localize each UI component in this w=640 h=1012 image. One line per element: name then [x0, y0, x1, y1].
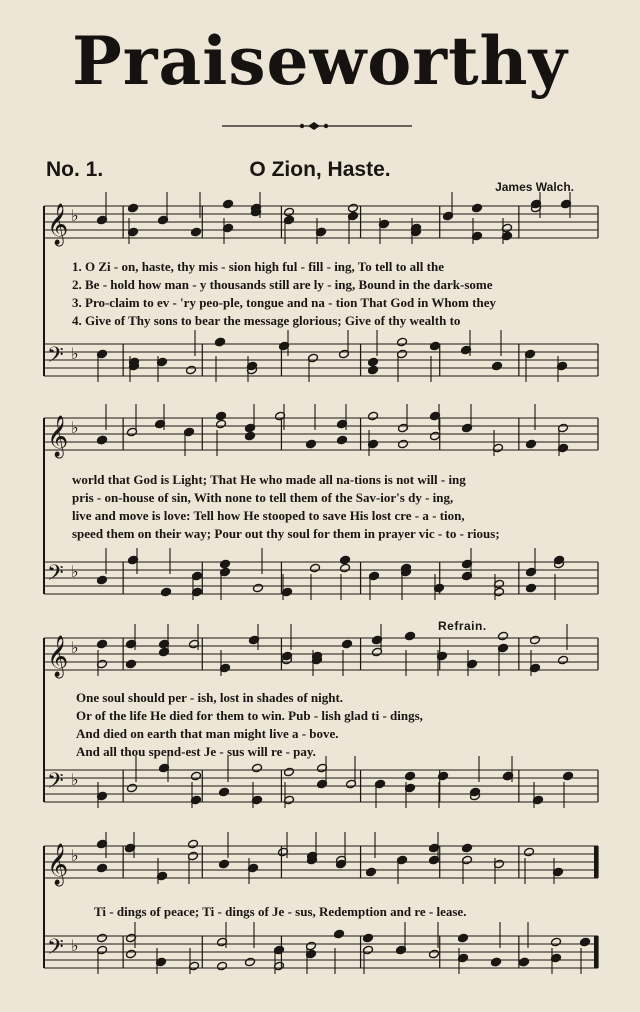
notehead	[348, 203, 359, 213]
lyric-line: pris - on-house of sin, With none to tell them of the Sav-ior's dy - ing,	[72, 490, 454, 505]
notehead	[340, 555, 351, 565]
notehead	[563, 771, 574, 781]
notehead	[219, 787, 230, 797]
notehead	[526, 439, 537, 449]
notehead	[580, 937, 591, 947]
hymn-number: No. 1.	[46, 158, 104, 181]
book-title: Praiseworthy	[72, 22, 568, 100]
notehead	[363, 933, 374, 943]
notehead	[430, 431, 441, 441]
notehead	[429, 949, 440, 959]
notehead	[252, 763, 263, 773]
notehead	[398, 439, 409, 449]
notehead	[97, 933, 108, 943]
notehead	[97, 863, 108, 873]
notehead	[128, 203, 139, 213]
notehead	[558, 655, 569, 665]
lyric-line: 4. Give of Thy sons to bear the message glorious; Give of thy wealth to	[72, 313, 461, 328]
notehead	[526, 583, 537, 593]
lyric-line: world that God is Light; That He who made all na-tions is not will - ing	[72, 472, 466, 487]
staff-lines	[44, 562, 598, 594]
notehead	[219, 859, 230, 869]
notehead	[306, 439, 317, 449]
notehead	[368, 357, 379, 367]
staff-lines	[44, 344, 598, 376]
notes	[97, 832, 564, 884]
bass-clef-icon: 𝄢	[47, 343, 64, 373]
lyric-line: Or of the life He died for them to win. Pub - lish glad ti - dings,	[76, 708, 423, 723]
lyric-line: And all thou spend-est Je - sus will re - pay.	[76, 744, 316, 759]
notehead	[310, 563, 321, 573]
lyric-line: 3. Pro-claim to ev - 'ry peo-ple, tongue and na - tion That God in Whom they	[72, 295, 496, 310]
notehead	[366, 867, 377, 877]
treble-clef-icon: 𝄞	[47, 416, 69, 457]
notehead	[397, 337, 408, 347]
notehead	[253, 583, 264, 593]
notehead	[284, 207, 295, 217]
notehead	[491, 957, 502, 967]
notehead	[405, 771, 416, 781]
notehead	[245, 431, 256, 441]
notehead	[97, 639, 108, 649]
bass-clef-icon: 𝄢	[47, 935, 64, 965]
notehead	[216, 411, 227, 421]
flat-icon: ♭	[71, 846, 79, 865]
hymn-title: O Zion, Haste.	[249, 158, 391, 181]
notehead	[368, 365, 379, 375]
flat-icon: ♭	[71, 638, 79, 657]
treble-clef-icon: 𝄞	[47, 636, 69, 677]
notehead	[245, 957, 256, 967]
notehead	[217, 961, 228, 971]
composer-credit: James Walch.	[495, 180, 574, 194]
flat-icon: ♭	[71, 206, 79, 225]
notes	[97, 330, 568, 382]
lyric-line: 2. Be - hold how man - y thousands still are ly - ing, Bound in the dark-some	[72, 277, 493, 292]
notehead	[462, 843, 473, 853]
notehead	[186, 365, 197, 375]
flat-icon: ♭	[71, 562, 79, 581]
grand-staff-2	[0, 406, 640, 606]
flat-icon: ♭	[71, 418, 79, 437]
notehead	[215, 337, 226, 347]
notes	[97, 756, 574, 808]
notehead	[530, 635, 541, 645]
notehead	[337, 435, 348, 445]
notehead	[458, 933, 469, 943]
treble-clef-icon: 𝄞	[47, 844, 69, 885]
flat-icon: ♭	[71, 936, 79, 955]
notehead	[126, 949, 137, 959]
notehead	[191, 771, 202, 781]
notehead	[127, 783, 138, 793]
notehead	[223, 199, 234, 209]
final-barline	[594, 936, 598, 968]
lyric-line: And died on earth that man might live a - bove.	[76, 726, 339, 741]
bass-clef-icon: 𝄢	[47, 769, 64, 799]
notehead	[551, 937, 562, 947]
notehead	[405, 631, 416, 641]
notehead	[519, 957, 530, 967]
final-barline	[594, 846, 598, 878]
notehead	[161, 587, 172, 597]
lyric-line: 1. O Zi - on, haste, thy mis - sion high ful - fill - ing, To tell to all the	[72, 259, 444, 274]
flat-icon: ♭	[71, 770, 79, 789]
notes	[97, 548, 565, 600]
bass-clef-icon: 𝄢	[47, 561, 64, 591]
notehead	[524, 847, 535, 857]
refrain-label: Refrain.	[438, 619, 487, 633]
notehead	[191, 227, 202, 237]
notes	[97, 922, 591, 974]
notehead	[216, 419, 227, 429]
notes	[97, 192, 572, 244]
notehead	[498, 631, 509, 641]
lyric-line: Ti - dings of peace; Ti - dings of Je - sus, Redemption and re - lease.	[94, 904, 467, 919]
notehead	[97, 575, 108, 585]
flat-icon: ♭	[71, 344, 79, 363]
notehead	[472, 203, 483, 213]
lyric-line: live and move is love: Tell how He stooped to save His lost cre - a - tion,	[72, 508, 465, 523]
lyric-line: One soul should per - ish, lost in shades of night.	[76, 690, 344, 705]
ornament-divider	[222, 119, 412, 133]
notehead	[368, 411, 379, 421]
notehead	[126, 659, 137, 669]
notes	[97, 404, 569, 456]
notes	[97, 624, 569, 676]
notehead	[188, 839, 199, 849]
notehead	[220, 559, 231, 569]
notehead	[342, 639, 353, 649]
treble-clef-icon: 𝄞	[47, 204, 69, 245]
notehead	[334, 929, 345, 939]
notehead	[430, 341, 441, 351]
notehead	[340, 563, 351, 573]
notehead	[492, 361, 503, 371]
notehead	[284, 767, 295, 777]
lyric-line: speed them on their way; Pour out thy soul for them in prayer vic - to - rious;	[72, 526, 500, 541]
